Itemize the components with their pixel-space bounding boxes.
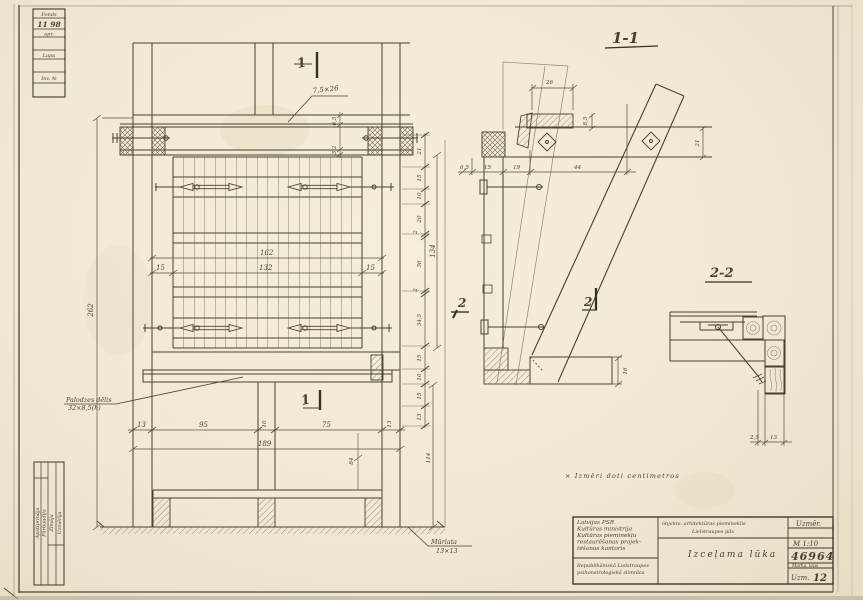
section-digit: 1 xyxy=(299,392,312,409)
dim: 44 xyxy=(574,165,582,171)
org-line: restaurēšanas projek- xyxy=(577,539,641,546)
stamp-row-fonds: Fonds xyxy=(41,12,57,18)
dim-beam-top: 6,5 xyxy=(332,116,338,126)
section-digit: 2 xyxy=(584,295,593,309)
dim-134: 134 xyxy=(429,244,437,258)
client-line: Republikāniskā Lielstraupes xyxy=(577,563,649,569)
dim-25: 2,5 xyxy=(750,435,759,441)
dim: 34,5 xyxy=(417,313,423,327)
dim-26: 26 xyxy=(546,80,554,86)
side-stamp xyxy=(34,462,64,585)
corner-board xyxy=(484,370,530,384)
wedge-hatch-block xyxy=(517,113,532,148)
section-bolts xyxy=(480,180,545,334)
section-digit: 1 xyxy=(295,55,308,72)
dim-13: 13 xyxy=(770,435,778,441)
scale-value: M 1:10 xyxy=(793,540,819,548)
section-2-2 xyxy=(670,266,792,446)
beam-size-label: 7,5×26 xyxy=(312,84,339,95)
client-line: psihoneiroloģiskā slimnīca xyxy=(577,570,645,576)
client-block xyxy=(576,563,649,576)
dim-162: 162 xyxy=(260,249,274,257)
dim-21: 21 xyxy=(695,139,701,147)
org-line: Kultūras ministrija xyxy=(577,526,633,533)
title-block xyxy=(573,517,834,584)
organization-block xyxy=(576,520,641,552)
units-note: × Izmēri doti centimetros xyxy=(565,472,680,480)
wood-blocks xyxy=(743,316,785,394)
murlata-line2: 13×13 xyxy=(436,547,458,555)
right-dim-chain xyxy=(402,132,441,429)
bottom-dim-chain xyxy=(128,382,437,530)
lintel-section-beam xyxy=(505,127,712,157)
stamp-row-inv: Inv. № xyxy=(41,76,57,82)
hidden-edge xyxy=(530,357,543,371)
stamp-col-uzmerija: Uzmērīja xyxy=(57,511,63,535)
dim-189: 189 xyxy=(258,440,272,448)
sill-label-line2: 32×8,5(h) xyxy=(68,404,101,412)
dim: 10 xyxy=(417,192,423,200)
dim: 13 xyxy=(417,413,423,421)
section-mark-1-bottom xyxy=(300,390,320,410)
dim: 10 xyxy=(417,373,423,381)
dim: 13 xyxy=(387,420,393,428)
dim: 15 xyxy=(417,174,423,182)
dim: 36 xyxy=(417,260,423,268)
drawing-name: Izceļama lūka xyxy=(688,550,778,560)
section-mark-2-left xyxy=(451,296,469,318)
stamp-col-parbaudija: Pārbaudīja xyxy=(41,509,48,537)
marka-label: Marka, lapa xyxy=(792,564,819,569)
section-title: 2-2 xyxy=(710,266,734,281)
dim-15-left: 15 xyxy=(156,264,165,272)
sheet-number: 12 xyxy=(813,573,827,584)
dim: 13 xyxy=(137,421,146,429)
hook-latch xyxy=(708,325,766,385)
stamp-col-apstiprinaja: Apstiprināja xyxy=(35,507,41,539)
dim: 15 xyxy=(417,392,423,400)
latch-block xyxy=(371,355,383,380)
dim-text: 262 xyxy=(87,303,95,317)
org-line: tēšanas kantoris xyxy=(577,546,626,552)
threshold-board xyxy=(530,357,612,384)
murlata-line1: Mūrlata xyxy=(431,538,457,546)
object-line2: Lielstraupes pils xyxy=(692,529,734,535)
section22-dims xyxy=(749,390,792,446)
stamp-row-apr: apr. xyxy=(44,31,54,38)
dim: 21 xyxy=(417,147,423,155)
section-mark-1-top xyxy=(294,52,317,78)
section-digit: 2 xyxy=(458,296,467,310)
hatch-lid-boards xyxy=(670,312,765,361)
post-cap-block xyxy=(482,132,505,157)
stage-label: Uzmēr. xyxy=(796,520,822,528)
object-line1: objekts: arhitektūras piemineklis xyxy=(662,521,746,527)
dim: 2 xyxy=(413,230,419,234)
dim-beam-bot: 3,2 xyxy=(332,145,338,155)
inventory-number: 46964 xyxy=(791,550,835,563)
dim-132: 132 xyxy=(259,264,273,272)
corner-post-foot xyxy=(484,348,508,370)
bolt-diamonds xyxy=(538,132,660,151)
ground-hatch xyxy=(100,527,445,534)
corner-stamp xyxy=(33,9,65,97)
dim: 15 xyxy=(484,165,492,171)
sheet-prefix: Uzm. xyxy=(791,574,810,582)
section-title: 1-1 xyxy=(612,29,640,47)
dim: 20 xyxy=(417,215,423,223)
object-block xyxy=(662,521,746,535)
dim-114: 114 xyxy=(426,452,432,464)
org-line: Latvijas PSR xyxy=(577,520,615,526)
dim: 15 xyxy=(417,354,423,362)
dim: 95 xyxy=(199,421,208,429)
dim: 10 xyxy=(262,420,268,428)
dim: 75 xyxy=(322,421,331,429)
dim-85: 8,5 xyxy=(583,116,589,126)
stamp-col-zimeja: Zīmēja xyxy=(49,514,55,532)
pencil-construction-lines xyxy=(497,62,568,385)
stamp-row-lapa: Lapa xyxy=(42,53,56,59)
dim: 19 xyxy=(513,165,521,171)
diagonal-strut xyxy=(532,84,684,382)
section-1-1 xyxy=(451,29,712,387)
wood-grain xyxy=(747,321,782,392)
dim-84: 84 xyxy=(349,457,355,465)
dim-15-right: 15 xyxy=(366,264,375,272)
dim: 2 xyxy=(413,288,419,292)
sill-label-line1: Palodzes dēlis xyxy=(66,396,112,404)
org-line: Kultūras pieminekļu xyxy=(577,533,637,539)
floor-posts xyxy=(153,498,382,527)
dim: 6,5 xyxy=(460,165,469,171)
stamp-row-number: 11 98 xyxy=(37,20,61,29)
right-column xyxy=(791,520,834,584)
top-hatch-block xyxy=(527,114,573,128)
dim-16: 16 xyxy=(623,367,629,375)
sill-board xyxy=(143,370,392,382)
section-dims xyxy=(458,80,706,387)
